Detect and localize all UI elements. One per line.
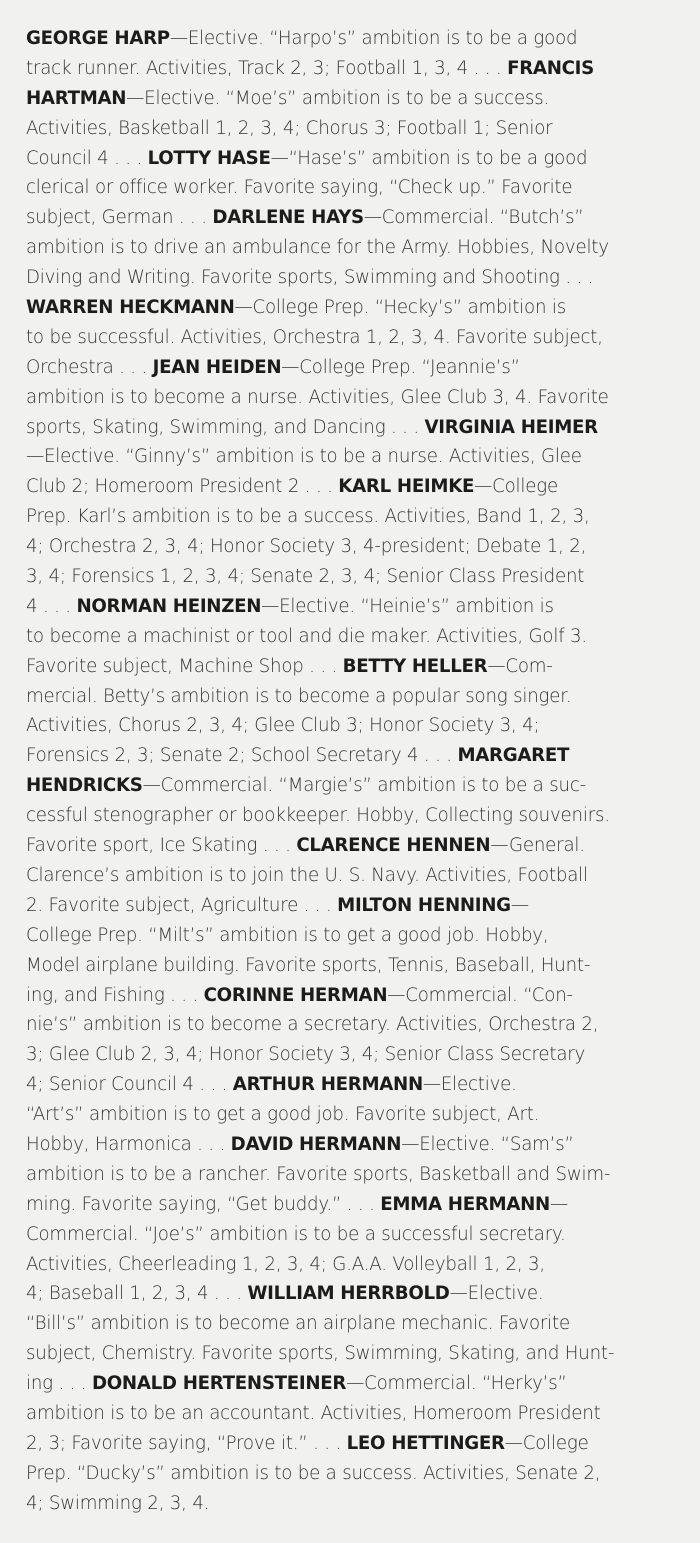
biography-text: sports, Skating, Swimming, and Dancing . . . [26,416,425,438]
text-line [26,861,662,891]
student-name: FRANCIS [507,57,594,79]
text-line [26,442,662,472]
biography-text: to be successful. Activities, Orchestra 1, 2, 3, 4. Favorite subject, [26,326,603,348]
biography-text: —College [504,1432,589,1454]
biography-text: Council 4 . . . [26,147,148,169]
biography-text: Favorite sport, Ice Skating . . . [26,835,297,857]
biography-text: 4; Senior Council 4 . . . [26,1074,233,1096]
biography-text: Prep. “Ducky’s” ambition is to be a success. Activities, Senate 2, [26,1462,601,1484]
biography-text: —Commercial. “Butch’s” [363,207,584,229]
text-line [26,263,662,293]
text-line [26,771,662,801]
student-name: WARREN HECKMANN [26,297,235,319]
biography-text: Model airplane building. Favorite sports, Tennis, Baseball, Hunt- [26,954,591,976]
student-name: GEORGE HARP [26,28,170,49]
biography-text: —Elective. “Harpo’s” ambition is to be a good [169,28,578,49]
text-line [26,54,662,84]
text-line [26,502,662,532]
biography-text: Activities, Chorus 2, 3, 4; Glee Club 3; Honor Society 3, 4; [26,715,540,737]
text-line [26,1250,662,1280]
text-line [26,1190,662,1220]
text-line [26,293,662,323]
student-name: LOTTY HASE [147,147,271,169]
student-name: HARTMAN [26,87,127,109]
biography-text: Prep. Karl’s ambition is to be a success. Activities, Band 1, 2, 3, [26,506,590,528]
student-name: DONALD HERTENSTEINER [91,1373,347,1395]
biography-text: Forensics 2, 3; Senate 2; School Secretary 4 . . . [26,745,458,767]
text-line [26,981,662,1011]
biography-text: ing . . . [26,1373,92,1395]
biography-text: 2, 3; Favorite saying, “Prove it.” . . . [26,1432,347,1454]
text-line [26,1100,662,1130]
text-line [26,173,662,203]
student-name: ARTHUR HERMANN [232,1074,423,1096]
text-line [26,891,662,921]
biography-text: —Commercial. “Herky’s” [346,1373,567,1395]
biography-text: 4; Swimming 2, 3, 4. [26,1492,210,1514]
biography-text: 3; Glee Club 2, 3, 4; Honor Society 3, 4; Senior Class Secretary [26,1044,586,1066]
text-line [26,472,662,502]
biography-text: —College Prep. “Hecky’s” ambition is [234,297,566,319]
biography-text: track runner. Activities, Track 2, 3; Football 1, 3, 4 . . . [26,57,508,79]
text-line [26,353,662,383]
biography-text: ambition is to become a nurse. Activities, Glee Club 3, 4. Favorite [26,386,609,408]
text-line [26,203,662,233]
text-line [26,562,662,592]
biography-text: subject, German . . . [26,207,213,229]
biography-text: —Elective. “Heinie’s” ambition is [261,595,554,617]
text-line [26,1429,662,1459]
biography-text-block [26,24,662,1519]
biography-text: —Commercial. “Margie’s” ambition is to be a suc- [142,775,586,797]
biography-text: 2. Favorite subject, Agriculture . . . [26,894,338,916]
biography-text: —Elective. [422,1074,517,1096]
biography-text: “Art’s” ambition is to get a good job. Favorite subject, Art. [26,1104,540,1126]
biography-text: ing, and Fishing . . . [26,984,204,1006]
biography-text: 4; Baseball 1, 2, 3, 4 . . . [26,1283,248,1305]
biography-text: Club 2; Homeroom President 2 . . . [26,476,339,498]
biography-text: nie’s” ambition is to become a secretary. Activities, Orchestra 2, [26,1014,599,1036]
biography-text: 3, 4; Forensics 1, 2, 3, 4; Senate 2, 3, 4; Senior Class President [26,566,585,588]
biography-text: —Elective. “Sam’s” [401,1133,574,1155]
student-name: CORINNE HERMAN [203,984,388,1006]
biography-text: Hobby, Harmonica . . . [26,1133,231,1155]
text-line [26,1399,662,1429]
text-line [26,1459,662,1489]
text-line [26,1339,662,1369]
student-name: MARGARET [457,745,570,767]
text-line [26,1279,662,1309]
student-name: NORMAN HEINZEN [76,595,262,617]
text-line [26,24,662,54]
text-line [26,1010,662,1040]
student-name: LEO HETTINGER [346,1432,505,1454]
biography-text: Activities, Basketball 1, 2, 3, 4; Chorus 3; Football 1; Senior [26,117,553,139]
text-line [26,1130,662,1160]
biography-text: —Elective. [449,1283,544,1305]
student-name: JEAN HEIDEN [152,356,282,378]
student-name: DAVID HERMANN [230,1133,402,1155]
biography-text: to become a machinist or tool and die maker. Activities, Golf 3. [26,625,587,647]
biography-text: subject, Chemistry. Favorite sports, Swimming, Skating, and Hunt- [26,1343,615,1365]
text-line [26,592,662,622]
biography-text: —College [474,476,558,498]
text-line [26,1040,662,1070]
text-line [26,233,662,263]
student-name: CLARENCE HENNEN [296,835,491,857]
biography-text: Favorite subject, Machine Shop . . . [26,655,343,677]
biography-text: ming. Favorite saying, “Get buddy.” . . . [26,1193,381,1215]
text-line [26,114,662,144]
text-line [26,144,662,174]
text-line [26,951,662,981]
text-line [26,1369,662,1399]
text-line [26,682,662,712]
biography-text: 4 . . . [26,595,77,617]
biography-text: Diving and Writing. Favorite sports, Swimming and Shooting . . . [26,267,594,289]
text-line [26,1309,662,1339]
text-line [26,1220,662,1250]
student-name: MILTON HENNING [337,894,511,916]
text-line [26,532,662,562]
biography-text: Orchestra . . . [26,356,153,378]
biography-text: Clarence’s ambition is to join the U. S. Navy. Activities, Football [26,864,588,886]
student-name: DARLENE HAYS [212,207,364,229]
biography-text: —College Prep. “Jeannie’s” [281,356,520,378]
biography-text: clerical or office worker. Favorite saying, “Check up.” Favorite [26,177,573,199]
biography-text: ambition is to be an accountant. Activities, Homeroom President [26,1402,601,1424]
student-name: VIRGINIA HEIMER [424,416,598,438]
biography-text: —Elective. “Ginny’s” ambition is to be a nurse. Activities, Glee [26,446,582,468]
text-line [26,383,662,413]
text-line [26,711,662,741]
text-line [26,413,662,443]
text-line [26,831,662,861]
text-line [26,323,662,353]
text-line [26,801,662,831]
biography-text: College Prep. “Milt’s” ambition is to get a good job. Hobby, [26,924,549,946]
biography-text: —Com- [487,655,553,677]
biography-text: —Commercial. “Con- [387,984,573,1006]
text-line [26,921,662,951]
biography-text: mercial. Betty’s ambition is to become a popular song singer. [26,685,572,707]
biography-text: — [549,1193,568,1215]
text-line [26,741,662,771]
student-name: WILLIAM HERRBOLD [247,1283,450,1305]
text-line [26,622,662,652]
student-name: HENDRICKS [26,775,143,797]
biography-text: —“Hase’s” ambition is to be a good [270,147,588,169]
biography-text: Activities, Cheerleading 1, 2, 3, 4; G.A.A. Volleyball 1, 2, 3, [26,1253,545,1275]
biography-text: —General. [490,835,585,857]
biography-text: —Elective. “Moe’s” ambition is to be a success. [126,87,550,109]
student-name: EMMA HERMANN [380,1193,550,1215]
student-name: BETTY HELLER [342,655,488,677]
biography-text: ambition is to be a rancher. Favorite sports, Basketball and Swim- [26,1163,611,1185]
student-name: KARL HEIMKE [338,476,475,498]
biography-text: cessful stenographer or bookkeeper. Hobby, Collecting souvenirs. [26,805,610,827]
text-line [26,1070,662,1100]
biography-text: Commercial. “Joe’s” ambition is to be a successful secretary. [26,1223,566,1245]
biography-text: 4; Orchestra 2, 3, 4; Honor Society 3, 4-president; Debate 1, 2, [26,536,587,558]
biography-text: ambition is to drive an ambulance for the Army. Hobbies, Novelty [26,237,609,259]
biography-text: “Bill’s” ambition is to become an airplane mechanic. Favorite [26,1313,570,1335]
text-line [26,1489,662,1519]
biography-text: — [510,894,529,916]
text-line [26,1160,662,1190]
text-line [26,84,662,114]
text-line [26,652,662,682]
